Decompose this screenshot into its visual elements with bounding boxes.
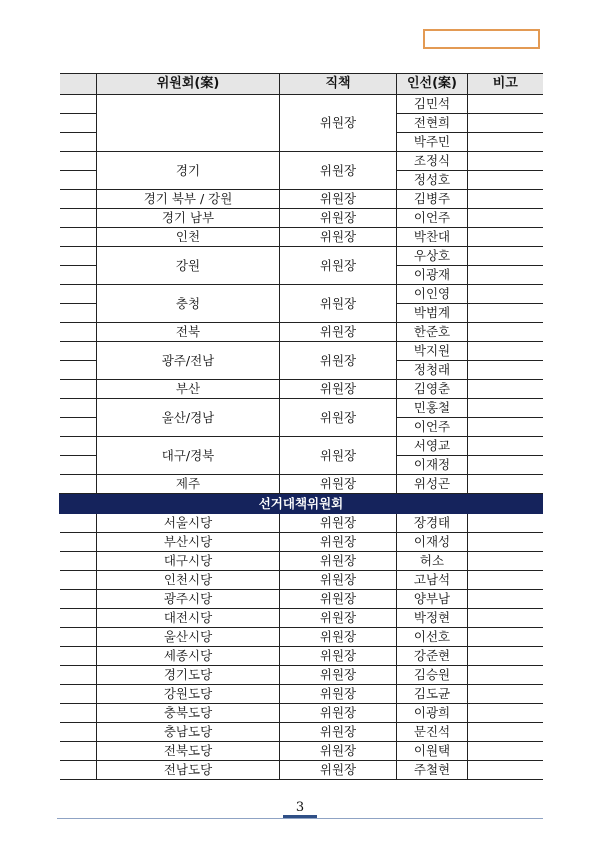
position-cell: 위원장 (280, 609, 397, 628)
committee-cell: 경기 북부 / 강원 (97, 190, 280, 209)
person-cell: 주철현 (397, 761, 468, 780)
committee-cell: 광주/전남 (97, 342, 280, 380)
person-cell: 김도균 (397, 685, 468, 704)
header-person: 인선(案) (397, 74, 468, 95)
committee-cell: 대구시당 (97, 552, 280, 571)
table-row (60, 514, 543, 533)
position-cell: 위원장 (280, 152, 397, 190)
header-committee: 위원회(案) (97, 74, 280, 95)
note-cell (468, 609, 543, 628)
position-cell: 위원장 (280, 475, 397, 494)
position-cell: 위원장 (280, 190, 397, 209)
table-header-row (60, 74, 543, 95)
table-row (60, 437, 543, 456)
person-cell: 한준호 (397, 323, 468, 342)
position-cell: 위원장 (280, 742, 397, 761)
committee-cell: 인천 (97, 228, 280, 247)
committee-cell: 경기도당 (97, 666, 280, 685)
table-row (60, 380, 543, 399)
blank-cell (60, 552, 97, 571)
note-cell (468, 380, 543, 399)
person-cell: 서영교 (397, 437, 468, 456)
table-row (60, 247, 543, 266)
position-cell: 위원장 (280, 399, 397, 437)
position-cell: 위원장 (280, 666, 397, 685)
note-cell (468, 247, 543, 266)
header-position: 직책 (280, 74, 397, 95)
person-cell: 박주민 (397, 133, 468, 152)
committee-cell: 대구/경북 (97, 437, 280, 475)
person-cell: 이인영 (397, 285, 468, 304)
note-cell (468, 761, 543, 780)
note-cell (468, 323, 543, 342)
table-row (60, 704, 543, 723)
committee-cell: 충남도당 (97, 723, 280, 742)
position-cell: 위원장 (280, 380, 397, 399)
footer-rule (57, 818, 543, 819)
person-cell: 김민석 (397, 95, 468, 114)
person-cell: 이재정 (397, 456, 468, 475)
committee-cell: 충청 (97, 285, 280, 323)
table-row (60, 190, 543, 209)
position-cell: 위원장 (280, 342, 397, 380)
person-cell: 김승원 (397, 666, 468, 685)
person-cell: 이언주 (397, 209, 468, 228)
position-cell: 위원장 (280, 514, 397, 533)
note-cell (468, 514, 543, 533)
person-cell: 고남석 (397, 571, 468, 590)
blank-cell (60, 761, 97, 780)
table-row (60, 95, 543, 114)
committee-cell: 광주시당 (97, 590, 280, 609)
note-cell (468, 590, 543, 609)
table-row (60, 228, 543, 247)
page-number: 3 (295, 800, 305, 815)
committee-cell: 부산시당 (97, 533, 280, 552)
note-cell (468, 190, 543, 209)
position-cell: 위원장 (280, 247, 397, 285)
note-cell (468, 152, 543, 171)
position-cell: 위원장 (280, 437, 397, 475)
committee-cell: 울산/경남 (97, 399, 280, 437)
committee-cell: 전북 (97, 323, 280, 342)
note-cell (468, 171, 543, 190)
person-cell: 강준현 (397, 647, 468, 666)
committee-cell: 경기 (97, 152, 280, 190)
person-cell: 위성곤 (397, 475, 468, 494)
note-cell (468, 228, 543, 247)
person-cell: 이재성 (397, 533, 468, 552)
person-cell: 이광재 (397, 266, 468, 285)
table-row (60, 590, 543, 609)
party-rows (60, 514, 543, 780)
table-row (60, 571, 543, 590)
committee-cell (97, 95, 280, 152)
person-cell: 허소 (397, 552, 468, 571)
table-row (60, 723, 543, 742)
position-cell: 위원장 (280, 647, 397, 666)
position-cell: 위원장 (280, 552, 397, 571)
person-cell: 김병주 (397, 190, 468, 209)
person-cell: 전현희 (397, 114, 468, 133)
committee-table (59, 73, 543, 780)
person-cell: 문진석 (397, 723, 468, 742)
note-cell (468, 647, 543, 666)
section-header-row (60, 494, 543, 514)
person-cell: 박정현 (397, 609, 468, 628)
section-title: 선거대책위원회 (60, 494, 543, 514)
blank-cell (60, 533, 97, 552)
committee-cell: 서울시당 (97, 514, 280, 533)
committee-cell: 전북도당 (97, 742, 280, 761)
committee-cell: 전남도당 (97, 761, 280, 780)
note-cell (468, 552, 543, 571)
note-cell (468, 95, 543, 114)
table-row (60, 761, 543, 780)
note-cell (468, 456, 543, 475)
note-cell (468, 399, 543, 418)
person-cell: 정청래 (397, 361, 468, 380)
committee-cell: 대전시당 (97, 609, 280, 628)
note-cell (468, 209, 543, 228)
note-cell (468, 742, 543, 761)
note-cell (468, 285, 543, 304)
person-cell: 민홍철 (397, 399, 468, 418)
person-cell: 조정식 (397, 152, 468, 171)
person-cell: 박찬대 (397, 228, 468, 247)
blank-cell (60, 647, 97, 666)
table-row (60, 628, 543, 647)
blank-cell (60, 723, 97, 742)
position-cell: 위원장 (280, 95, 397, 152)
table-row (60, 475, 543, 494)
table-row (60, 666, 543, 685)
person-cell: 박지원 (397, 342, 468, 361)
note-cell (468, 437, 543, 456)
position-cell: 위원장 (280, 571, 397, 590)
person-cell: 이언주 (397, 418, 468, 437)
table-row (60, 285, 543, 304)
person-cell: 양부남 (397, 590, 468, 609)
note-cell (468, 114, 543, 133)
note-cell (468, 685, 543, 704)
note-cell (468, 666, 543, 685)
table-row (60, 152, 543, 171)
person-cell: 이광희 (397, 704, 468, 723)
table-row (60, 609, 543, 628)
page-label-box (423, 29, 540, 49)
position-cell: 위원장 (280, 761, 397, 780)
blank-cell (60, 742, 97, 761)
note-cell (468, 361, 543, 380)
note-cell (468, 475, 543, 494)
committee-cell: 충북도당 (97, 704, 280, 723)
position-cell: 위원장 (280, 590, 397, 609)
note-cell (468, 304, 543, 323)
committee-cell: 강원 (97, 247, 280, 285)
note-cell (468, 628, 543, 647)
position-cell: 위원장 (280, 628, 397, 647)
table-row (60, 399, 543, 418)
committee-cell: 부산 (97, 380, 280, 399)
note-cell (468, 133, 543, 152)
header-blank (60, 74, 97, 95)
person-cell: 우상호 (397, 247, 468, 266)
table-row (60, 209, 543, 228)
blank-cell (60, 685, 97, 704)
table-row (60, 342, 543, 361)
person-cell: 김영춘 (397, 380, 468, 399)
blank-cell (60, 704, 97, 723)
position-cell: 위원장 (280, 285, 397, 323)
table-row (60, 685, 543, 704)
table-row (60, 323, 543, 342)
blank-cell (60, 514, 97, 533)
committee-cell: 제주 (97, 475, 280, 494)
person-cell: 이선호 (397, 628, 468, 647)
table-row (60, 647, 543, 666)
committee-cell: 인천시당 (97, 571, 280, 590)
blank-cell (60, 666, 97, 685)
header-note: 비고 (468, 74, 543, 95)
blank-cell (60, 609, 97, 628)
position-cell: 위원장 (280, 723, 397, 742)
position-cell: 위원장 (280, 704, 397, 723)
person-cell: 장경태 (397, 514, 468, 533)
table-row (60, 552, 543, 571)
committee-cell: 울산시당 (97, 628, 280, 647)
note-cell (468, 723, 543, 742)
note-cell (468, 342, 543, 361)
blank-cell (60, 571, 97, 590)
table-row (60, 533, 543, 552)
position-cell: 위원장 (280, 533, 397, 552)
note-cell (468, 418, 543, 437)
person-cell: 이원택 (397, 742, 468, 761)
position-cell: 위원장 (280, 323, 397, 342)
note-cell (468, 704, 543, 723)
position-cell: 위원장 (280, 228, 397, 247)
note-cell (468, 571, 543, 590)
person-cell: 정성호 (397, 171, 468, 190)
table-row (60, 742, 543, 761)
person-cell: 박범계 (397, 304, 468, 323)
blank-cell (60, 628, 97, 647)
position-cell: 위원장 (280, 209, 397, 228)
committee-cell: 세종시당 (97, 647, 280, 666)
note-cell (468, 533, 543, 552)
committee-cell: 강원도당 (97, 685, 280, 704)
note-cell (468, 266, 543, 285)
committee-cell: 경기 남부 (97, 209, 280, 228)
blank-cell (60, 590, 97, 609)
position-cell: 위원장 (280, 685, 397, 704)
